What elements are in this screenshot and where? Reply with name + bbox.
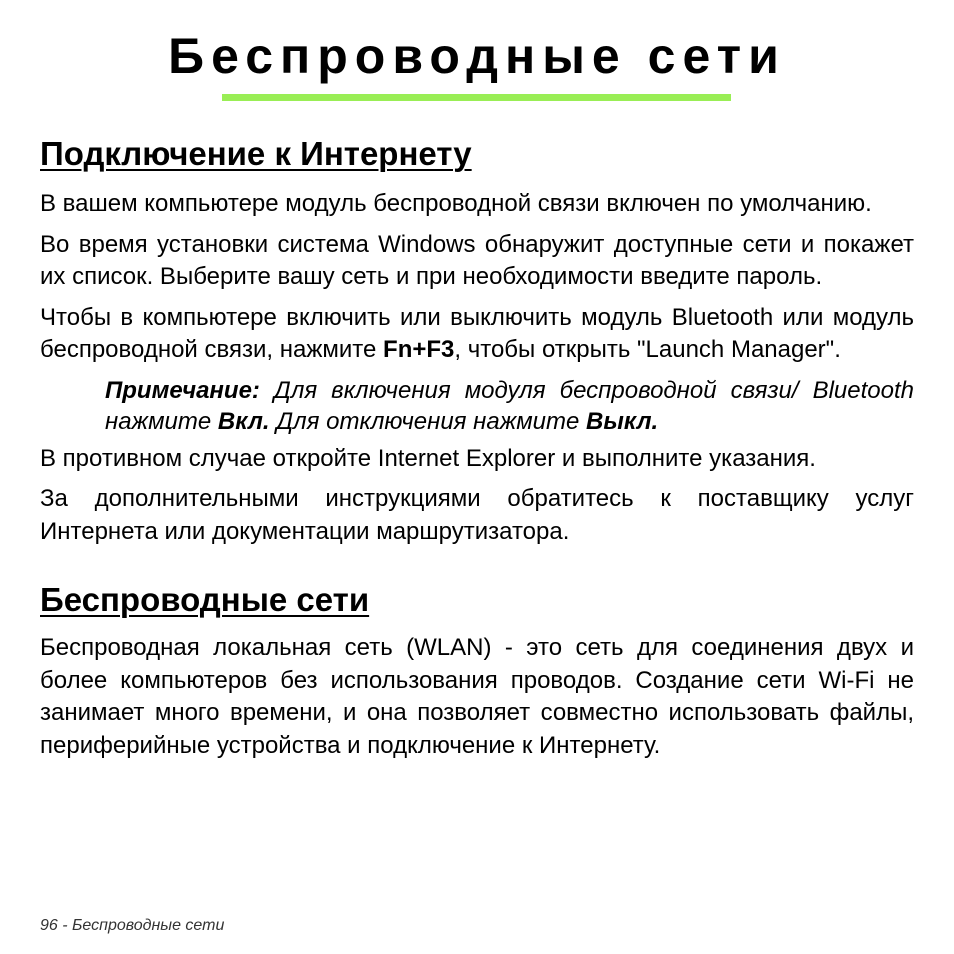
note-paragraph — [105, 375, 914, 437]
paragraph-wlan-description: Беспроводная локальная сеть (WLAN) - это сеть для соединения двух и более компьютеров без использования проводов. Создание сети Wi-Fi не занимает много времени, и она позволяет совместно использовать файлы, периферийные устройства и подключение к Интернету. — [40, 634, 914, 759]
paragraph-bluetooth-toggle — [40, 302, 914, 367]
paragraph-windows-setup: Во время установки система Windows обнаружит доступные сети и покажет их список. Выберите вашу сеть и при необходимости введите пароль. — [40, 230, 914, 290]
paragraph-internet-explorer: В противном случае откройте Internet Explorer и выполните указания. — [40, 444, 816, 472]
note-label: Примечание: — [105, 376, 260, 404]
paragraph-provider-instructions: За дополнительными инструкциями обратитесь к поставщику услуг Интернета или документации маршрутизатора. — [40, 485, 914, 545]
paragraph-default-wireless: В вашем компьютере модуль беспроводной связи включен по умолчанию. — [40, 190, 872, 217]
page-title: Беспроводные сети — [168, 28, 786, 84]
section-heading-wireless-networks: Беспроводные сети — [40, 581, 370, 618]
bluetooth-text-end: , чтобы открыть "Launch Manager". — [454, 336, 841, 363]
page-footer: 96 - Беспроводные сети — [40, 917, 225, 934]
note-text-1: Для включения модуля беспроводной связи/ Bluetooth нажмите — [105, 376, 914, 435]
note-text-2: Для отключения нажмите — [269, 407, 587, 435]
hotkey-fn-f3: Fn+F3 — [383, 336, 455, 363]
main-content — [40, 132, 914, 770]
section-heading-internet-connection: Подключение к Интернету — [40, 135, 472, 172]
note-on-label: Вкл. — [217, 407, 270, 435]
title-underline-bar — [222, 94, 731, 101]
bluetooth-text-start: Чтобы в компьютере включить или выключить модуль Bluetooth или модуль беспроводной связи, нажмите — [40, 303, 914, 363]
note-off-label: Выкл. — [586, 407, 659, 435]
